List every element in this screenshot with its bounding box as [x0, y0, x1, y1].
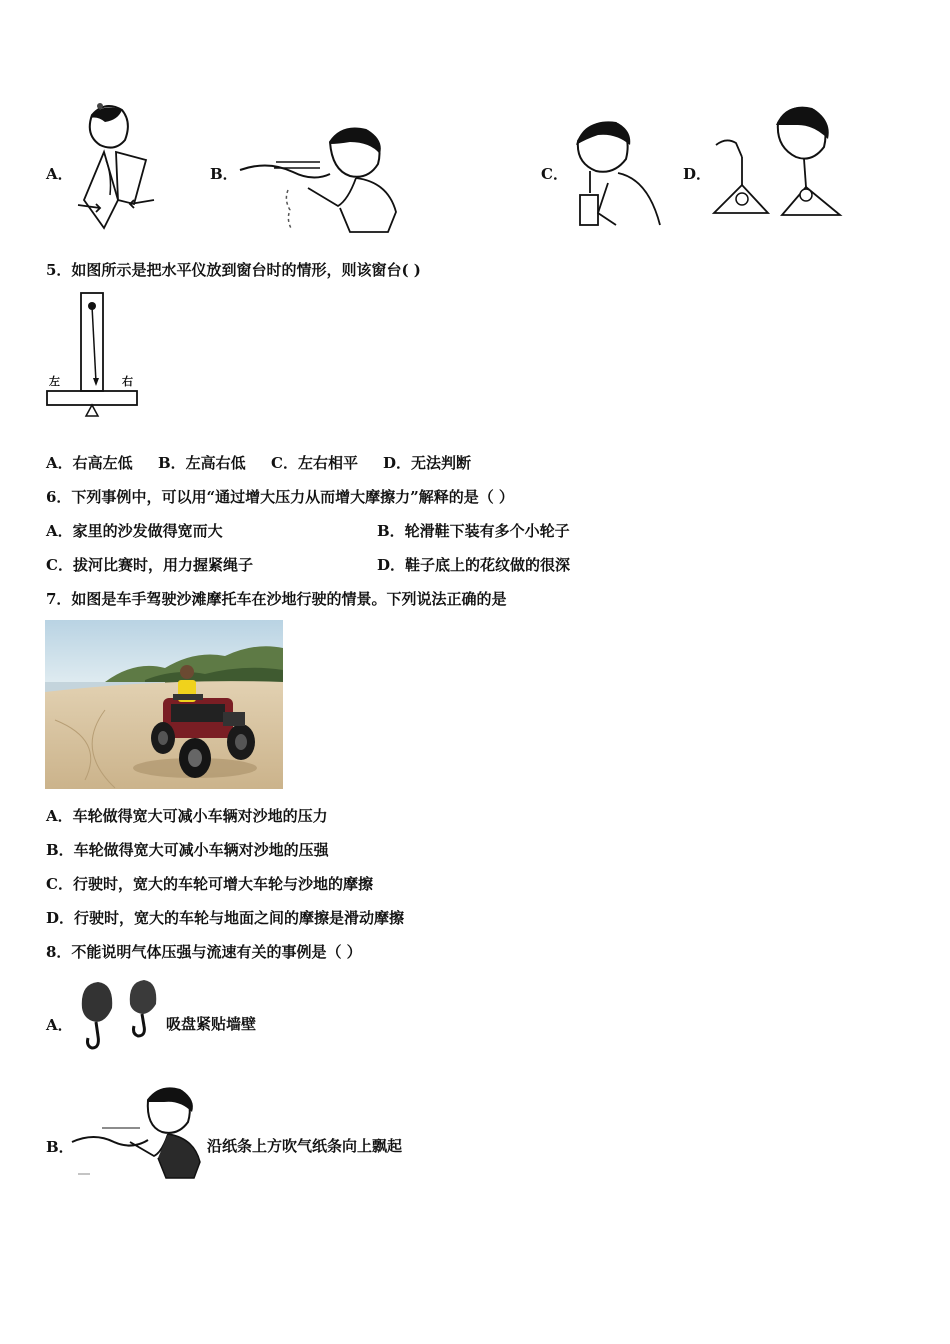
person-blowing-between-paper-sheets-icon: [70, 100, 160, 235]
q6-stem: 6．下列事例中，可以用“通过增大压力从而增大摩擦力”解释的是（ ）: [46, 488, 514, 506]
q5-option-d: D．无法判断: [383, 454, 472, 472]
q8-stem: 8．不能说明气体压强与流速有关的事例是（ ）: [46, 943, 362, 961]
q6-option-c: C．拔河比赛时，用力握紧绳子: [46, 556, 253, 574]
q6-option-d: D．鞋子底上的花纹做的很深: [377, 556, 571, 574]
q4-option-b-label: B．: [210, 165, 238, 183]
q6-option-b: B．轮滑鞋下装有多个小轮子: [377, 522, 570, 540]
q7-stem: 7．如图是车手驾驶沙滩摩托车在沙地行驶的情景。下列说法正确的是: [46, 590, 507, 608]
level-left-label: 左: [49, 375, 60, 388]
q8-option-a-text: 吸盘紧贴墙壁: [166, 1015, 257, 1033]
level-right-label: 右: [122, 375, 133, 388]
person-drinking-through-straw-icon: [568, 113, 668, 233]
suction-cup-hooks-icon: [76, 978, 166, 1058]
q5-option-c: C．左右相平: [271, 454, 358, 472]
q4-option-a-label: A．: [46, 165, 73, 183]
q8-option-b-label: B．: [46, 1138, 74, 1156]
q5-stem: 5．如图所示是把水平仪放到窗台时的情形，则该窗台( ): [46, 261, 421, 279]
q7-option-d: D．行驶时，宽大的车轮与地面之间的摩擦是滑动摩擦: [46, 909, 405, 927]
q8-option-a-label: A．: [46, 1016, 73, 1034]
q5-option-b: B．左高右低: [158, 454, 246, 472]
q4-option-c-label: C．: [541, 165, 568, 183]
q8-option-b-text: 沿纸条上方吹气纸条向上飘起: [207, 1137, 403, 1155]
spirit-level-figure: [44, 292, 140, 420]
q4-option-d-label: D．: [683, 165, 712, 183]
beach-atv-rider-photo: [45, 620, 283, 789]
q5-option-a: A．右高左低: [46, 454, 133, 472]
person-blowing-over-paper-strip-icon: [70, 1082, 205, 1182]
q7-option-b: B．车轮做得宽大可减小车辆对沙地的压强: [46, 841, 329, 859]
person-blowing-over-paper-strip-icon: [238, 120, 403, 235]
q7-option-c: C．行驶时，宽大的车轮可增大车轮与沙地的摩擦: [46, 875, 373, 893]
blowing-ping-pong-ball-in-funnel-icon: [706, 103, 856, 228]
q6-option-a: A．家里的沙发做得宽而大: [46, 522, 223, 540]
q7-option-a: A．车轮做得宽大可减小车辆对沙地的压力: [46, 807, 328, 825]
